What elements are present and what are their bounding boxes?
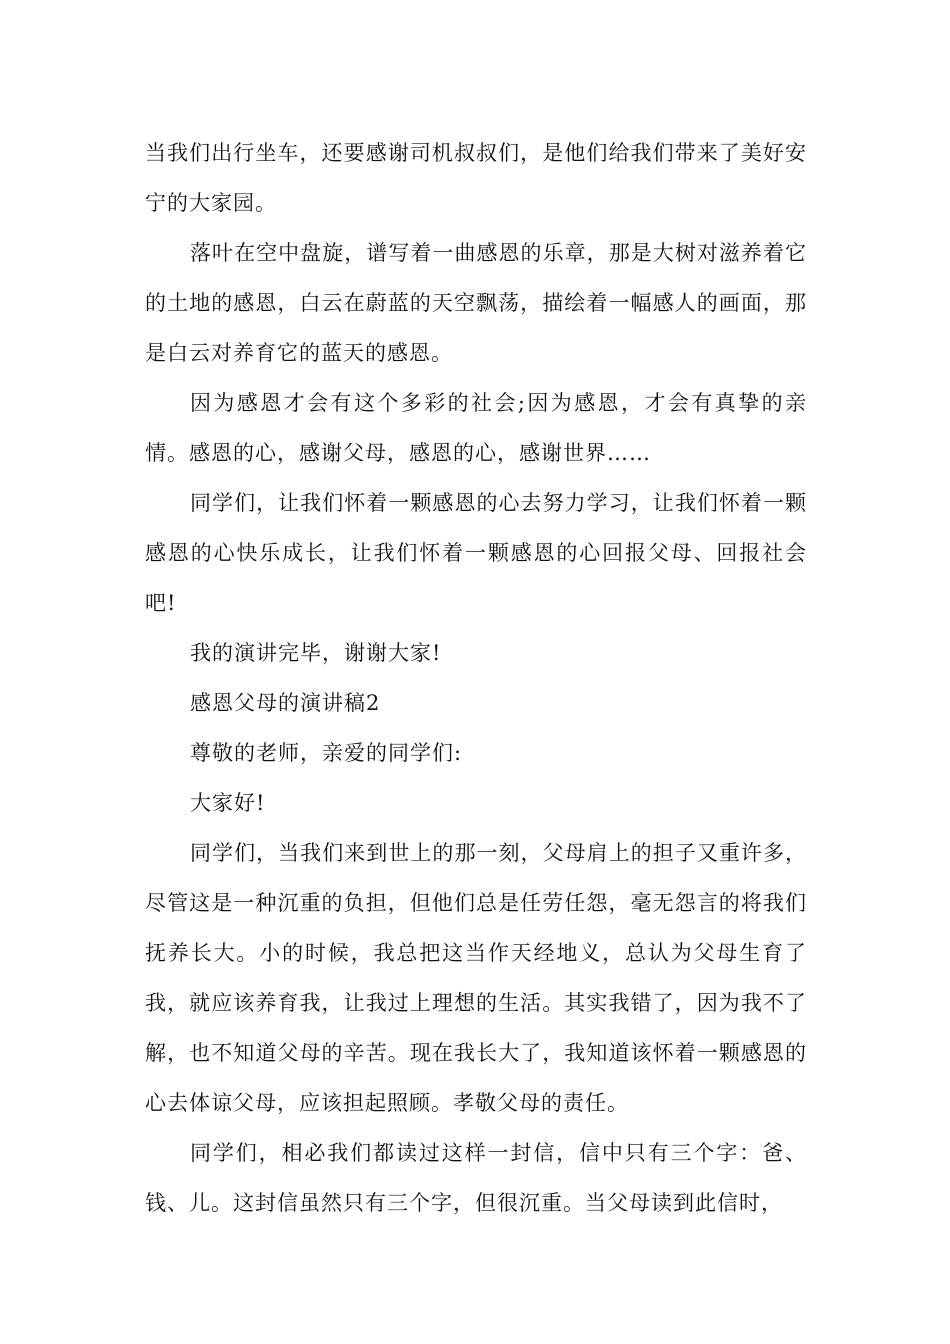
paragraph-9: 同学们，当我们来到世上的那一刻，父母肩上的担子又重许多，尽管这是一种沉重的负担，但他们总是任劳任怨，毫无怨言的将我们抚养长大。小的时候，我总把这当作天经地义，总认为父母生育了我，就应该养育我，让我过上理想的生活。其实我错了，因为我不了解，也不知道父母的辛苦。现在我长大了，我知道该怀着一颗感恩的心去体谅父母，应该担起照顾。孝敬父母的责任。 [145, 841, 807, 1115]
greeting: 大家好! [190, 791, 266, 815]
paragraph-4: 同学们，让我们怀着一颗感恩的心去努力学习，让我们怀着一颗感恩的心快乐成长，让我们怀着一颗感恩的心回报父母、回报社会吧! [145, 491, 807, 615]
paragraph-10: 同学们，相必我们都读过这样一封信，信中只有三个字：爸、钱、儿。这封信虽然只有三个字，但很沉重。当父母读到此信时， [145, 1141, 807, 1215]
paragraph-1: 当我们出行坐车，还要感谢司机叔叔们，是他们给我们带来了美好安宁的大家园。 [145, 141, 807, 215]
salutation: 尊敬的老师，亲爱的同学们: [190, 741, 463, 765]
document-body [145, 128, 807, 1228]
paragraph-2: 落叶在空中盘旋，谱写着一曲感恩的乐章，那是大树对滋养着它的土地的感恩，白云在蔚蓝的天空飘荡，描绘着一幅感人的画面，那是白云对养育它的蓝天的感恩。 [145, 241, 807, 365]
section-title: 感恩父母的演讲稿2 [190, 691, 381, 715]
paragraph-3: 因为感恩才会有这个多彩的社会;因为感恩，才会有真挚的亲情。感恩的心，感谢父母，感恩的心，感谢世界…… [145, 391, 807, 465]
closing-line: 我的演讲完毕，谢谢大家! [190, 641, 442, 665]
